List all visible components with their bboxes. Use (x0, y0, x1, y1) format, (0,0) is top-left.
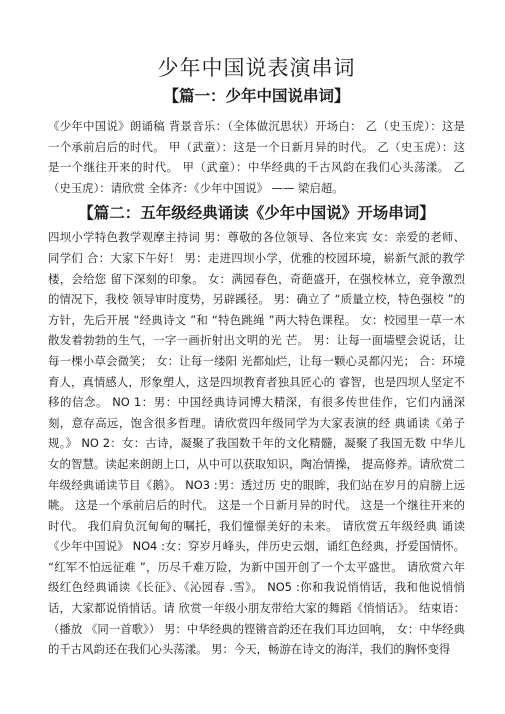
section-2-body: 四坝小学特色教学观摩主持词 男：尊敬的各位领导、各位来宾 女：亲爱的老师、同学们 合：大家下午好！ 男：走进四坝小学，优雅的校园环境，崭新气派的教学楼，会给您 留下深刻的印象。 女：满园春色，奇葩盛开，在强校林立，竞争激烈的情况下，我校 领导审时度势，另辟蹊径。 男：确立了 “质量立校，特色强校 ”的方针，先后开展 “经典诗文 ”和 “特色跳绳 ”两大特色课程。 女：校园里一草一木散发着勃勃的生气，一字一画折射出文明的光 芒。 男：让每一面墙壁会说话，让每一棵小草会微笑； 女：让每一缕阳 光都灿烂，让每一颗心灵都闪光； 合：环境育人，真情感人，形象塑人，这是四坝教育者独具匠心的 睿智，也是四坝人坚定不移的信念。 NO 1：男：中国经典诗词博大精深，有很多传世佳作，它们内涵深 刻，意存高远，饱含很多哲理。请欣赏四年级同学为大家表演的经 典诵读《弟子规。》 NO 2：女：古诗，凝聚了我国数千年的文化精髓，凝聚了我国无数 中华儿女的智慧。读起来朗朗上口，从中可以获取知识，陶冶情操， 提高修养。请欣赏二年级经典诵读节目《鹅》。 NO3 :男：透过历 史的眼眸，我们站在岁月的肩膀上远眺。 这是一个承前启后的时代。 这是一个日新月异的时代。 这是一个继往开来的时代。 我们肩负沉甸甸的嘱托，我们憧憬美好的未来。 请欣赏五年级经典 诵读《少年中国说》 NO4 :女：穿岁月峰头，伴历史云烟，诵红色经典，抒爱国情怀。 “红军不怕远征难 ”，历尽千难万险，为新中国开创了一个太平盛世。 请欣赏六年级红色经典诵读《长征》、《沁园春 .雪》。 NO5 :你和我说悄悄话，我和他说悄悄话，大家都说悄悄话。请 欣赏一年级小朋友带给大家的舞蹈《悄悄话》。 结束语：（播放 《同一首歌》） 男：中华经典的铿锵音韵还在我们耳边回响， 女：中华经典的千古风韵还在我们心头荡漾。 男：今天，畅游在诗文的海洋，我们的胸怀变得 (48, 230, 465, 657)
section-2-heading: 【篇二：五年级经典诵读《少年中国说》开场串词】 (78, 204, 435, 223)
section-1-heading: 【篇一：少年中国说串词】 (163, 87, 350, 105)
document-title: 少年中国说表演串词 (157, 56, 356, 80)
section-1-body: 《少年中国说》朗诵稿 背景音乐：（全体做沉思状）开场白： 乙（史玉虎）：这是一个承前启后的时代。 甲（武童）：这是一个日新月异的时代。 乙（史玉虎）：这是一个继往开来的时代。 甲（武童）：中华经典的千古风韵在我们心头荡漾。 乙（史玉虎）：请欣赏 全体齐：《少年中国说》 —— 梁启超。 (48, 119, 465, 195)
